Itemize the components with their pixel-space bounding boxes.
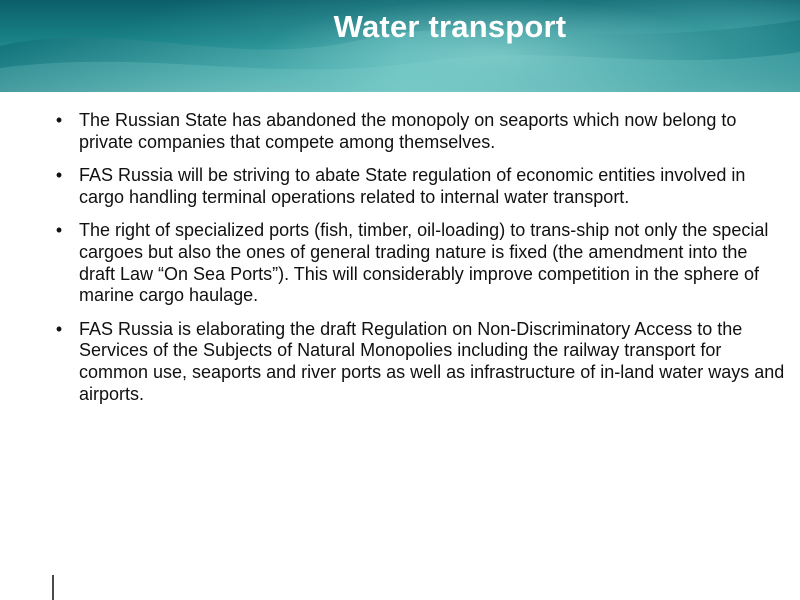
bullet-dot-icon: • <box>55 165 63 186</box>
bullet-text: The right of specialized ports (fish, timber, oil-loading) to trans-ship not only the special cargoes but also the ones of general trading nature is fixed (the amendment into the draft Law “On Sea Ports”). This will considerably improve competition in the sphere of marine cargo haulage. <box>79 220 769 306</box>
bullet-item <box>48 319 788 405</box>
bullet-text: The Russian State has abandoned the monopoly on seaports which now belong to private companies that compete among themselves. <box>79 110 737 152</box>
footer-divider-line <box>52 575 54 600</box>
bullet-dot-icon: • <box>55 318 63 339</box>
bullet-item <box>48 110 788 153</box>
bullet-item <box>48 165 788 208</box>
slide-title: Water transport <box>333 9 567 44</box>
bullet-dot-icon: • <box>55 220 63 241</box>
bullet-list <box>48 110 788 417</box>
slide-header-banner <box>0 0 800 92</box>
bullet-text: FAS Russia is elaborating the draft Regulation on Non-Discriminatory Access to the Services of the Subjects of Natural Monopolies including the railway transport for common use, seaports and river ports as well as infrastructure of in-land water ways and airports. <box>79 318 785 404</box>
bullet-item <box>48 220 788 306</box>
bullet-dot-icon: • <box>55 110 63 130</box>
bullet-text: FAS Russia will be striving to abate State regulation of economic entities involved in cargo handling terminal operations related to internal water transport. <box>79 165 746 207</box>
